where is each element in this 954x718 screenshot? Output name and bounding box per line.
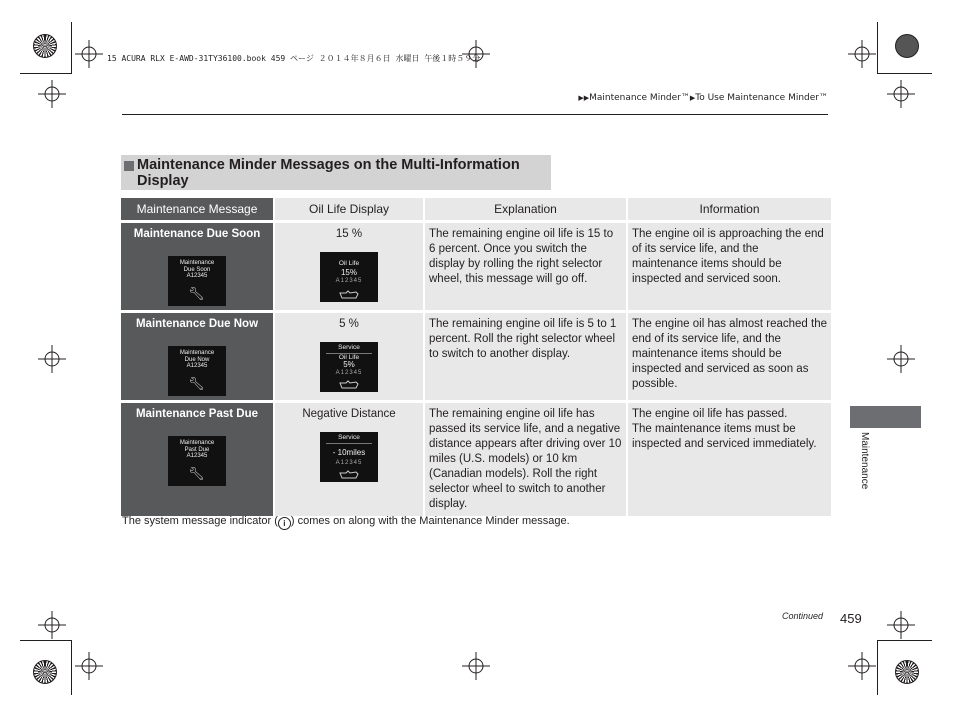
breadcrumb-arrow-icon: ▶▶ [578, 94, 590, 102]
oil-screen-value: 5% [343, 360, 355, 369]
crop-line [20, 73, 72, 74]
information-cell: The engine oil is approaching the end of its service life, and the maintenance items should be inspected and serviced soon. [628, 223, 831, 310]
registration-mark [848, 652, 876, 680]
oil-life-cell [275, 223, 423, 310]
registration-mark [887, 345, 915, 373]
oil-can-icon [338, 380, 360, 389]
column-header: Information [628, 198, 831, 220]
continued-label: Continued [782, 611, 824, 621]
page-number: 459 [840, 611, 862, 626]
screen-line: A12345 [186, 453, 208, 459]
footnote-text: ) comes on along with the Maintenance Minder message. [290, 515, 570, 527]
oil-screen-code: A12345 [335, 370, 363, 376]
oil-life-screen [320, 342, 378, 392]
information-cell: The engine oil life has passed. The maintenance items must be inspected and serviced immediately. [628, 403, 831, 516]
table-row [121, 403, 831, 516]
registration-mark [75, 40, 103, 68]
chapter-label [858, 432, 872, 502]
screen-line: Due Now [184, 356, 210, 363]
oil-screen-value: 15% [340, 268, 357, 277]
registration-mark [38, 80, 66, 108]
heading-square-icon [124, 161, 134, 171]
information-cell: The engine oil has almost reached the end of its service life, and the maintenance items should be inspected and serviced as soon as possible. [628, 313, 831, 400]
message-cell [121, 223, 273, 310]
oil-life-value: 5 % [339, 318, 359, 330]
breadcrumb [578, 93, 828, 103]
message-name: Maintenance Due Now [135, 318, 259, 330]
crop-line [71, 22, 72, 74]
oil-screen-code: A12345 [335, 278, 363, 284]
crop-line [20, 640, 72, 641]
oil-life-screen [320, 432, 378, 482]
crop-line [877, 640, 932, 641]
column-header: Explanation [425, 198, 626, 220]
screen-line: Maintenance [179, 440, 215, 446]
message-cell [121, 403, 273, 516]
color-wheel-mark [895, 660, 919, 684]
chapter-tab[interactable] [850, 406, 921, 428]
info-icon: i [278, 517, 291, 530]
oil-life-cell [275, 313, 423, 400]
oil-screen-value: - 10miles [332, 448, 366, 457]
breadcrumb-item[interactable]: Maintenance Minder™ [589, 93, 690, 103]
message-screen [168, 436, 226, 486]
section-title: Maintenance Minder Messages on the Multi-Information Display [137, 157, 520, 189]
oil-life-cell [275, 403, 423, 516]
oil-screen-service: Service [326, 344, 372, 354]
table-row [121, 223, 831, 310]
crop-line [71, 640, 72, 695]
oil-screen-code: A12345 [335, 460, 363, 466]
registration-mark [75, 652, 103, 680]
table-header-row [121, 198, 831, 220]
maintenance-table [119, 195, 833, 519]
print-info: 15 ACURA RLX E-AWD-31TY36100.book 459 ページ ２０１４年８月６日 水曜日 午後１時５９分 [107, 54, 481, 63]
screen-line: Due Soon [183, 266, 211, 273]
column-header: Maintenance Message [121, 198, 273, 220]
message-screen [168, 256, 226, 306]
breadcrumb-item[interactable]: To Use Maintenance Minder™ [695, 93, 828, 103]
header-rule [122, 114, 828, 115]
oil-can-icon [338, 470, 360, 479]
registration-mark [462, 652, 490, 680]
oil-screen-label: Oil Life [338, 260, 360, 267]
grey-register-mark [895, 34, 919, 58]
screen-line: A12345 [186, 363, 208, 369]
registration-mark [38, 611, 66, 639]
registration-mark [848, 40, 876, 68]
crop-line [877, 22, 878, 74]
screen-line: Maintenance [179, 260, 215, 266]
registration-mark [887, 611, 915, 639]
section-heading [121, 155, 551, 190]
registration-mark [38, 345, 66, 373]
table-row [121, 313, 831, 400]
oil-life-value: 15 % [335, 228, 363, 240]
crop-line [877, 640, 878, 695]
column-header: Oil Life Display [275, 198, 423, 220]
explanation-cell: The remaining engine oil life is 5 to 1 percent. Roll the right selector wheel to switch to another display. [425, 313, 626, 400]
message-name: Maintenance Due Soon [133, 228, 261, 240]
color-wheel-mark [33, 660, 57, 684]
wrench-icon: 🔧︎ [188, 286, 205, 301]
crop-line [877, 73, 932, 74]
explanation-cell: The remaining engine oil life has passed its service life, and a negative distance appears after driving over 10 miles (U.S. models) or 10 km (Canadian models). Roll the right selector wheel to switch to another display. [425, 403, 626, 516]
registration-mark [887, 80, 915, 108]
message-cell [121, 313, 273, 400]
oil-screen-label: Oil Life [338, 354, 360, 361]
color-wheel-mark [33, 34, 57, 58]
footnote-text: The system message indicator ( [122, 515, 278, 527]
screen-line: A12345 [186, 273, 208, 279]
wrench-icon: 🔧︎ [188, 466, 205, 481]
oil-screen-service: Service [326, 434, 372, 444]
oil-can-icon [338, 290, 360, 299]
oil-life-value: Negative Distance [302, 408, 396, 420]
screen-line: Past Due [184, 446, 210, 453]
message-screen [168, 346, 226, 396]
oil-life-screen [320, 252, 378, 302]
footnote [122, 515, 570, 530]
message-name: Maintenance Past Due [135, 408, 259, 420]
screen-line: Maintenance [179, 350, 215, 356]
wrench-icon: 🔧︎ [188, 376, 205, 391]
chapter-label-text: Maintenance [859, 432, 870, 490]
breadcrumb-arrow-icon: ▶ [689, 94, 696, 102]
explanation-cell: The remaining engine oil life is 15 to 6 percent. Once you switch the display by rolling the right selector wheel, this message will go off. [425, 223, 626, 310]
